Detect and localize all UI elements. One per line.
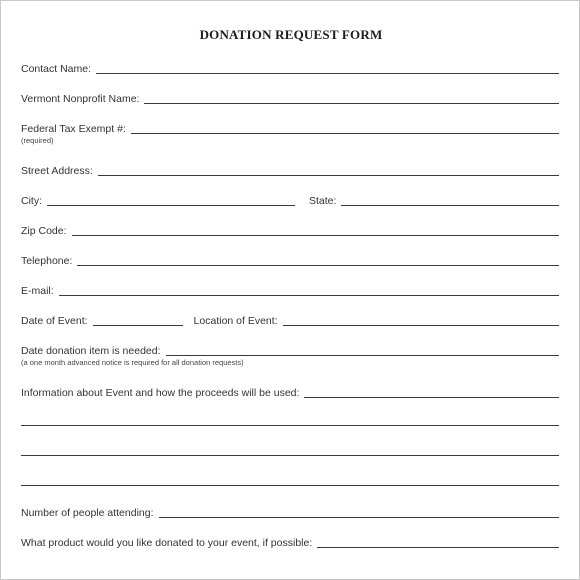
product-wanted-field[interactable]: [317, 547, 559, 548]
nonprofit-name-label: Vermont Nonprofit Name:: [21, 93, 140, 105]
tax-exempt-note: (required): [21, 136, 54, 145]
street-address-label: Street Address:: [21, 165, 93, 177]
email-label: E-mail:: [21, 285, 54, 297]
telephone-field[interactable]: [77, 265, 559, 266]
event-info-field[interactable]: [304, 397, 559, 398]
event-date-location-row: [21, 313, 559, 327]
people-attending-label: Number of people attending:: [21, 507, 154, 519]
zip-code-label: Zip Code:: [21, 225, 67, 237]
zip-code-field[interactable]: [72, 235, 559, 236]
contact-name-label: Contact Name:: [21, 63, 92, 75]
tax-exempt-label: Federal Tax Exempt #:: [21, 123, 126, 135]
city-field[interactable]: [47, 205, 295, 206]
state-label: State:: [309, 195, 337, 207]
date-of-event-label: Date of Event:: [21, 315, 88, 327]
city-label: City:: [21, 195, 42, 207]
email-row: [21, 283, 559, 297]
date-needed-row: [21, 343, 559, 357]
location-of-event-label: Location of Event:: [193, 315, 278, 327]
street-address-row: [21, 163, 559, 177]
people-attending-row: [21, 505, 559, 519]
contact-name-field[interactable]: [96, 73, 559, 74]
nonprofit-name-field[interactable]: [144, 103, 559, 104]
date-needed-field[interactable]: [166, 355, 559, 356]
contact-name-row: [21, 61, 559, 75]
product-wanted-row: [21, 535, 559, 549]
people-attending-field[interactable]: [159, 517, 559, 518]
date-needed-note: (a one month advanced notice is required for all donation requests): [21, 358, 244, 367]
zip-code-row: [21, 223, 559, 237]
event-info-line-3[interactable]: [21, 455, 559, 456]
telephone-row: [21, 253, 559, 267]
city-state-row: [21, 193, 559, 207]
tax-exempt-row: [21, 121, 559, 135]
event-info-label: Information about Event and how the proceeds will be used:: [21, 387, 300, 399]
date-needed-label: Date donation item is needed:: [21, 345, 161, 357]
nonprofit-name-row: [21, 91, 559, 105]
state-field[interactable]: [341, 205, 559, 206]
tax-exempt-field[interactable]: [131, 133, 559, 134]
form-title: DONATION REQUEST FORM: [199, 27, 383, 42]
event-info-row: [21, 385, 559, 399]
location-of-event-field[interactable]: [283, 325, 559, 326]
email-field[interactable]: [59, 295, 559, 296]
product-wanted-label: What product would you like donated to your event, if possible:: [21, 537, 313, 549]
telephone-label: Telephone:: [21, 255, 73, 267]
date-of-event-field[interactable]: [93, 325, 183, 326]
street-address-field[interactable]: [98, 175, 559, 176]
event-info-line-4[interactable]: [21, 485, 559, 486]
event-info-line-2[interactable]: [21, 425, 559, 426]
